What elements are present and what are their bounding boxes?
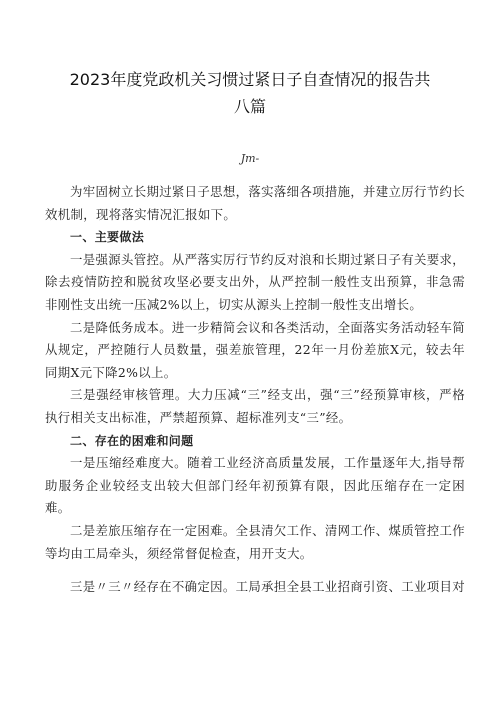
section-heading-main-practices: 一、主要做法	[70, 230, 145, 245]
paragraph-compression-difficulty: 一是压缩经难度大。随着工业经济高质量发展，工作量逐年大,指导帮助服务企业较经支出较大但部门经年初预算有限，因此压缩存在一定困难。	[45, 455, 465, 516]
paragraph-source-control: 一是强源头管控。从严落实厉行节约反对浪和长期过紧日子有关要求，除去疫情防控和脱贫攻坚必要支出外，从严控制一般性支出预算，非急需非刚性支出统一压减2%以上，切实从源头上控制一般性支出增长。	[45, 251, 465, 312]
title-line-2: 八篇	[233, 97, 266, 116]
document-title	[40, 66, 460, 120]
paragraph-travel-compression: 二是差旅压缩存在一定困难。全县清欠工作、清网工作、煤质管控工作等均由工局牵头，须经常督促检查，用开支大。	[45, 522, 465, 561]
author-signature: Jm-	[240, 152, 260, 165]
paragraph-cost-reduction: 二是降低务成本。进一步精简会议和各类活动，全面落实务活动轻车简从规定，严控随行人员数量，强差旅管理，22年一月份差旅X元，较去年同期X元下降2%以上。	[45, 319, 465, 380]
paragraph-uncertainty: 三是〃三〃经存在不确定因。工局承担全县工业招商引资、工业项目对	[70, 579, 465, 595]
section-heading-difficulties: 二、存在的困难和问题	[70, 433, 194, 448]
paragraph-funding-review: 三是强经审核管理。大力压减“三”经支出，强“三”经预算审核，严格执行相关支出标准，严禁超预算、超标准列支“三”经。	[45, 387, 465, 425]
title-line-1: 2023年度党政机关习惯过紧日子自查情况的报告共	[69, 70, 431, 89]
document-body	[45, 181, 465, 599]
intro-paragraph: 为牢固树立长期过紧日子思想，落实落细各项措施，并建立厉行节约长效机制，现将落实情况汇报如下。	[45, 184, 465, 222]
